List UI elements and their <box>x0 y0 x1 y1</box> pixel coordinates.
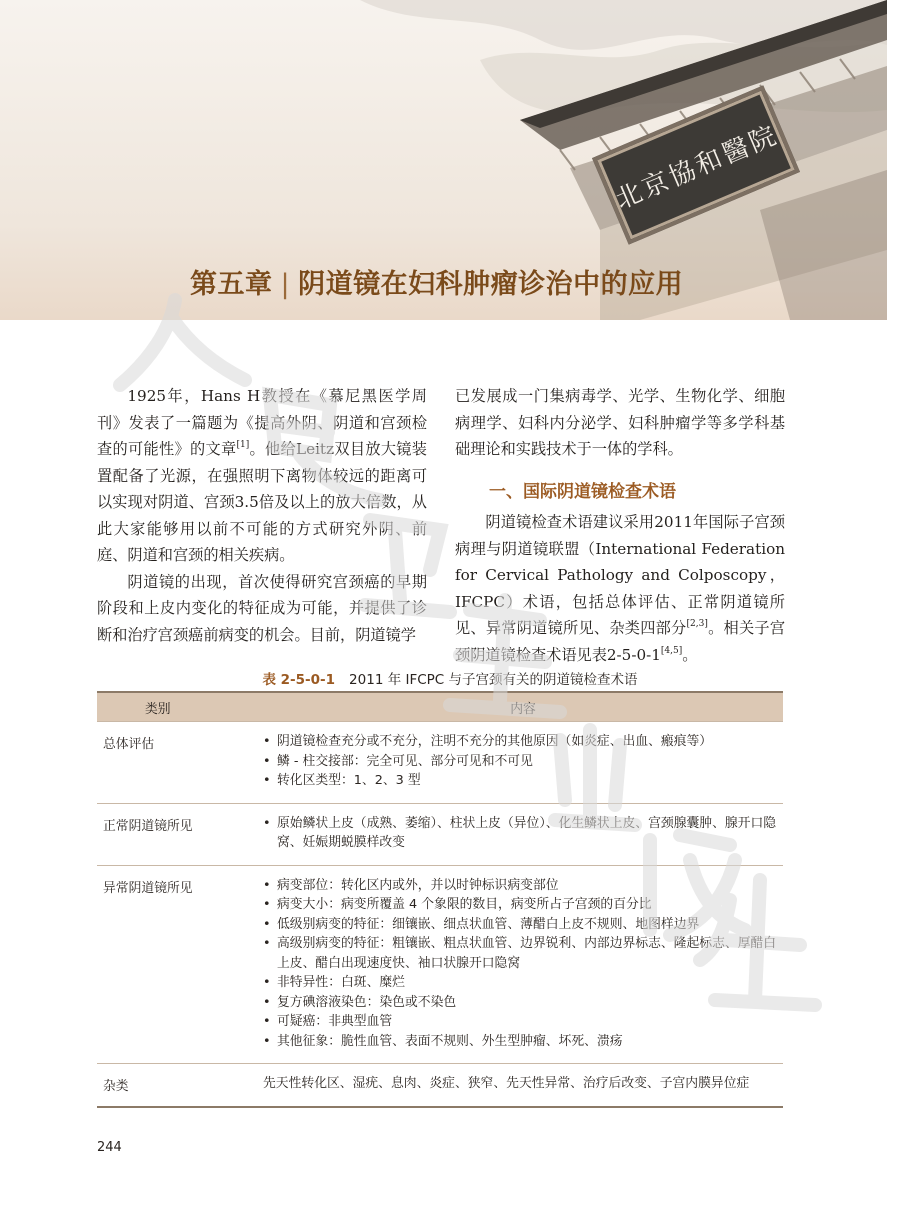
title-separator: | <box>280 269 291 300</box>
paragraph-colposcopy: 阴道镜的出现，首次使得研究宫颈癌的早期阶段和上皮内变化的特征成为可能，并提供了诊断和治疗宫颈癌前病变的机会。目前，阴道镜学 <box>97 572 427 644</box>
paragraph-intro: 1925年，Hans H教授在《慕尼黑医学周刊》发表了一篇题为《提高外阴、阴道和宫颈检查的可能性》的文章[1]。他给Leitz双目放大镜装置配备了光源，在强照明下离物体较远的距离可以实现对阴道、宫颈3.5倍及以上的放大倍数，从此大家能够用以前不可能的方式研究外阴、前庭、阴道和宫颈的相关疾病。 <box>97 387 427 564</box>
section-heading: 一、国际阴道镜检查术语 <box>489 481 676 502</box>
row-category: 杂类 <box>97 1064 263 1107</box>
list-item: • 阴道镜检查充分或不充分，注明不充分的其他原因（如炎症、出血、瘢痕等） <box>263 732 783 752</box>
plaque-text: 北京協和醫院 <box>611 119 783 216</box>
list-item: • 其他征象：脆性血管、表面不规则、外生型肿瘤、坏死、溃疡 <box>263 1032 783 1052</box>
row-category: 正常阴道镜所见 <box>97 803 263 865</box>
row-text: 先天性转化区、湿疣、息肉、炎症、狭窄、先天性异常、治疗后改变、子宫内膜异位症 <box>263 1076 750 1091</box>
citation-ref: [4,5] <box>660 645 683 656</box>
right-column <box>455 383 785 668</box>
list-item: • 复方碘溶液染色：染色或不染色 <box>263 993 783 1013</box>
row-content <box>263 1064 783 1107</box>
paragraph-terminology: 阴道镜检查术语建议采用2011年国际子宫颈病理与阴道镜联盟（International Federation for Cervical Pathology and Colposcopy，IFCPC）术语，包括总体评估、正常阴道镜所见、异常阴道镜所见、杂类四部分[2,3]。相关子宫颈阴道镜检查术语见表2-5-0-1[4,5]。 <box>455 513 786 664</box>
row-category: 异常阴道镜所见 <box>97 865 263 1064</box>
table-title: 2011 年 IFCPC 与子宫颈有关的阴道镜检查术语 <box>349 672 638 688</box>
list-item: • 低级别病变的特征：细镶嵌、细点状血管、薄醋白上皮不规则、地图样边界 <box>263 915 783 935</box>
table-row <box>97 722 783 804</box>
list-item: • 高级别病变的特征：粗镶嵌、粗点状血管、边界锐利、内部边界标志、隆起标志、厚醋白上皮、醋白出现速度快、袖口状腺开口隐窝 <box>263 934 783 973</box>
table-header-row <box>97 692 783 722</box>
row-category: 总体评估 <box>97 722 263 804</box>
citation-ref: [1] <box>236 440 250 450</box>
left-column <box>97 383 427 648</box>
table-row <box>97 865 783 1064</box>
terminology-table <box>97 691 783 1108</box>
list-item: • 原始鳞状上皮（成熟、萎缩）、柱状上皮（异位）、化生鳞状上皮、宫颈腺囊肿、腺开口隐窝、妊娠期蜕膜样改变 <box>263 814 783 853</box>
list-item: • 转化区类型：1、2、3 型 <box>263 771 783 791</box>
column-header-content: 内容 <box>263 692 783 722</box>
paragraph-colposcopy-cont: 已发展成一门集病毒学、光学、生物化学、细胞病理学、妇科内分泌学、妇科肿瘤学等多学科基础理论和实践技术于一体的学科。 <box>455 387 785 458</box>
list-item: • 病变部位：转化区内或外，并以时钟标识病变部位 <box>263 876 783 896</box>
chapter-title-text: 阴道镜在妇科肿瘤诊治中的应用 <box>298 269 684 300</box>
table-caption <box>0 668 900 688</box>
row-content <box>263 722 783 804</box>
citation-ref: [2,3] <box>686 619 708 629</box>
list-item: • 病变大小：病变所覆盖 4 个象限的数目，病变所占子宫颈的百分比 <box>263 895 783 915</box>
list-item: • 鳞 - 柱交接部：完全可见、部分可见和不可见 <box>263 752 783 772</box>
list-item: • 可疑癌：非典型血管 <box>263 1012 783 1032</box>
table-number: 表 2-5-0-1 <box>262 672 336 688</box>
row-content <box>263 865 783 1064</box>
list-item: • 非特异性：白斑、糜烂 <box>263 973 783 993</box>
chapter-header-banner <box>0 0 887 320</box>
row-content <box>263 803 783 865</box>
table-row <box>97 803 783 865</box>
chapter-label: 第五章 <box>190 269 273 300</box>
page-number: 244 <box>97 1140 122 1155</box>
chapter-title <box>190 262 683 301</box>
column-header-category: 类别 <box>97 692 263 722</box>
table-row <box>97 1064 783 1107</box>
